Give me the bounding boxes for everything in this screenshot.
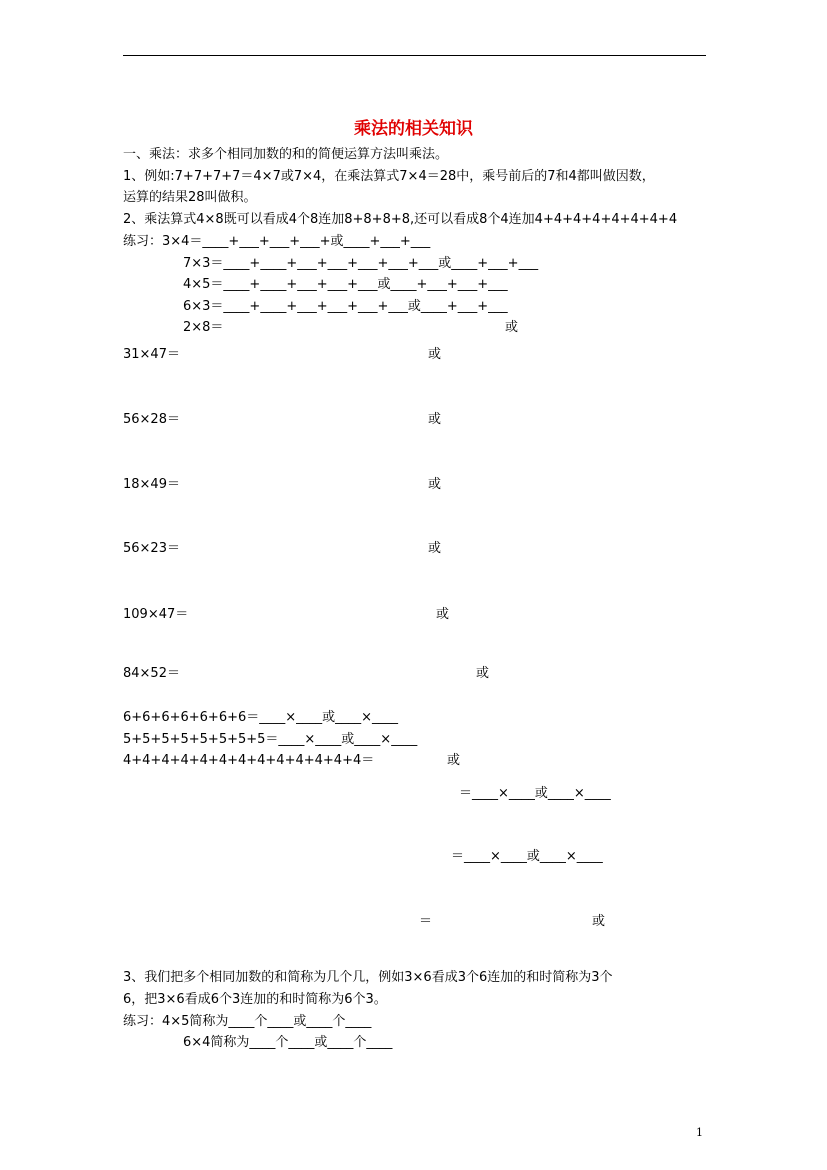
problem-4-or: 或 [428,541,442,556]
problem-5: 109×47＝ [123,607,189,622]
exercise-line-2: 7×3＝____+____+___+___+___+___+___或____+___+___ [183,256,539,271]
sum-line-1: 6+6+6+6+6+6+6＝____×____或____×____ [123,710,399,725]
problem-6-or: 或 [476,666,490,681]
note-line-2: 6，把3×6看成6个3连加的和时简称为6个3。 [123,992,387,1007]
exercise-line-1: 练习：3×4＝____+___+___+___+或____+___+___ [123,234,431,249]
definition-line: 一、乘法：求多个相同加数的和的简便运算方法叫乘法。 [123,147,449,162]
problem-6: 84×52＝ [123,666,180,681]
example-line-3: 2、乘法算式4×8既可以看成4个8连加8+8+8+8,还可以看成8个4连加4+4+4+4+4+4+4+4 [123,212,678,227]
problem-4: 56×23＝ [123,541,180,556]
note-exercise-1: 练习：4×5简称为____个____或____个____ [123,1014,372,1029]
page-number: 1 [696,1126,703,1139]
note-line-1: 3、我们把多个相同加数的和简称为几个几，例如3×6看成3个6连加的和时简称为3个 [123,970,613,985]
problem-1-or: 或 [428,347,442,362]
exercise-line-3: 4×5＝____+____+___+___+___或____+___+___+___ [183,277,508,292]
sum-line-3: 4+4+4+4+4+4+4+4+4+4+4+4+4＝ [123,753,375,768]
note-exercise-2: 6×4简称为____个____或____个____ [183,1035,393,1050]
header-rule [123,55,706,56]
exercise-line-5-or: 或 [505,320,519,335]
sum-line-2: 5+5+5+5+5+5+5+5＝____×____或____×____ [123,732,418,747]
example-line-2: 运算的结果28叫做积。 [123,190,257,205]
equation-line-3-or: 或 [592,914,606,929]
problem-3: 18×49＝ [123,477,180,492]
problem-2-or: 或 [428,412,442,427]
exercise-line-4: 6×3＝____+____+___+___+___+___或____+___+___ [183,299,508,314]
problem-5-or: 或 [436,607,450,622]
exercise-line-5-left: 2×8＝ [183,320,224,335]
example-line-1: 1、例如:7+7+7+7＝4×7或7×4，在乘法算式7×4＝28中，乘号前后的7和4都叫做因数， [123,169,655,184]
equation-line-3-eq: ＝ [419,914,433,929]
problem-1: 31×47＝ [123,347,180,362]
problem-2: 56×28＝ [123,412,180,427]
equation-line-1: ＝____×____或____×____ [459,786,611,801]
problem-3-or: 或 [428,477,442,492]
page-title: 乘法的相关知识 [354,119,473,139]
equation-line-2: ＝____×____或____×____ [451,849,603,864]
sum-line-3-or: 或 [447,753,461,768]
